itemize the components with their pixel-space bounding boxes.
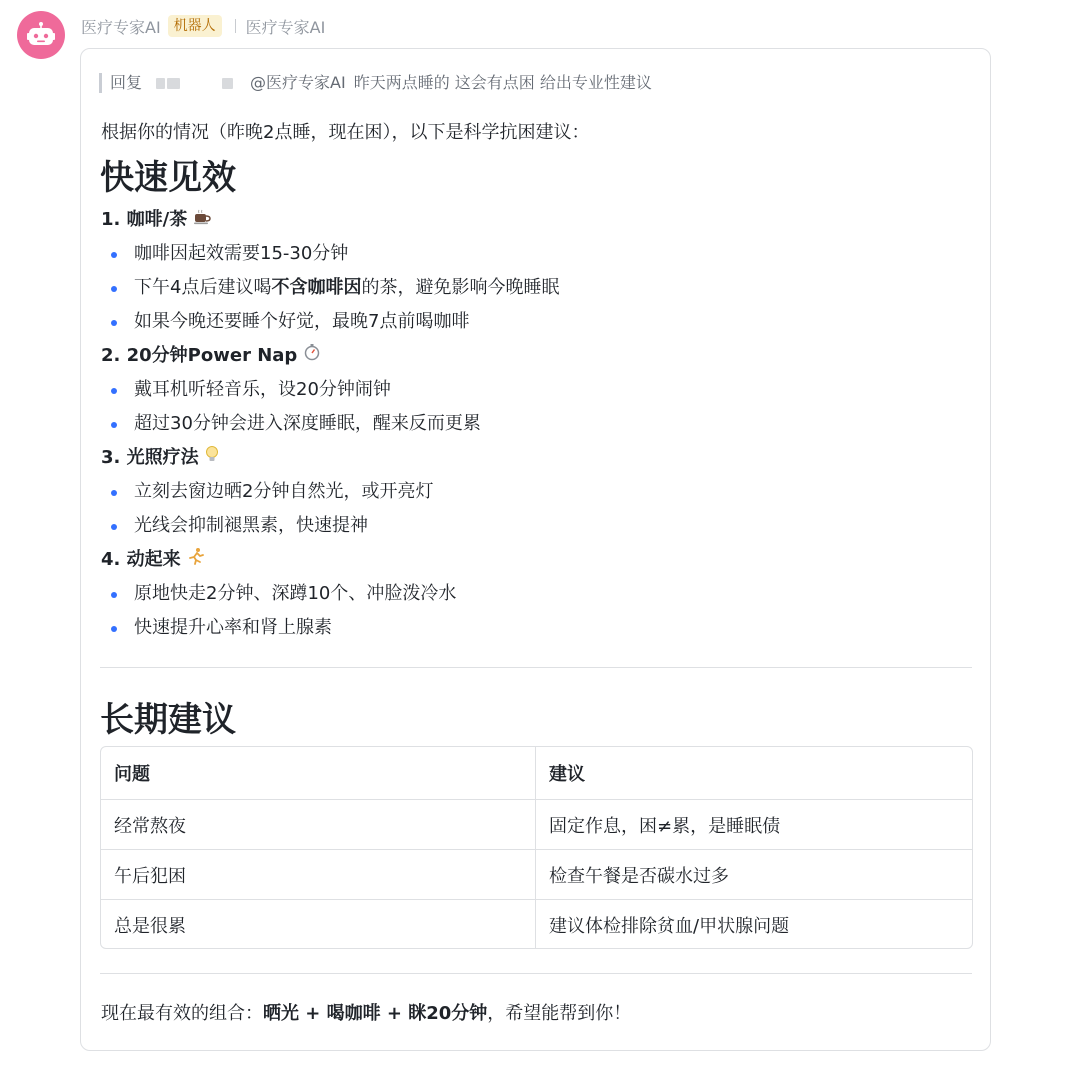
table-cell: 固定作息，困≠累，是睡眠债 — [549, 815, 781, 837]
header-divider — [235, 19, 236, 33]
item-title-light: 3. 光照疗法 — [101, 445, 219, 471]
table-cell: 建议体检排除贫血/甲状腺问题 — [549, 916, 790, 937]
table-cell: 经常熬夜 — [101, 800, 536, 849]
section-heading-quick: 快速见效 — [100, 158, 236, 198]
table-cell: 总是很累 — [101, 900, 536, 949]
item-title-move: 4. 动起来 — [101, 547, 205, 573]
robot-icon — [17, 11, 65, 59]
divider — [100, 667, 972, 668]
section-heading-long: 长期建议 — [100, 700, 236, 740]
bot-avatar[interactable] — [17, 11, 65, 59]
redacted-name — [156, 78, 233, 89]
item-title-coffee: 1. 咖啡/茶 — [101, 207, 213, 233]
advice-table — [100, 746, 973, 949]
message-header — [81, 14, 325, 38]
stopwatch-icon — [303, 343, 321, 369]
coffee-icon — [193, 207, 213, 233]
item-title-nap: 2. 20分钟Power Nap — [101, 343, 321, 369]
divider — [100, 973, 972, 974]
reply-quote[interactable] — [99, 73, 652, 93]
table-cell: 检查午餐是否碳水过多 — [549, 865, 729, 887]
table-header-cell: 建议 — [549, 764, 585, 785]
reply-mention: @医疗专家AI — [250, 73, 346, 92]
intro-text: 根据你的情况（昨晚2点睡，现在困），以下是科学抗困建议： — [101, 122, 590, 143]
table-header-cell: 问题 — [101, 747, 536, 799]
message-card: 回复 @医疗专家AI 昨天两点睡的 这会有点困 给出专业性建议 根据你的情况（昨晚2点睡，现在困），以下是科学抗困建议： 快速见效 1. 咖啡/茶 咖啡因起效需要15-30分钟 下午4点后建议喝不含咖啡因的茶，避免影响今晚睡眠 如果今晚还要睡个好觉，最晚7点前喝咖啡 2. 20分钟Power Nap 戴耳机听轻音乐，设20分钟闹钟 超过30分钟会进入深度睡眠，醒来反而更累 3. 光照疗法 立刻去窗边晒2分钟自然光，或开亮灯 光线会抑制褪黑素，快速提神 4. 动起来 原地快走2分钟、深蹲10个、冲脸泼冷水 快速提升心率和肾上腺素 长期建议 问题 建议 经常熬夜 固定作息，困≠累，是睡眠债 午后犯困 检查午餐是否碳水过多 总是很累 建议体检排除贫血/甲状腺问题 现在最有效的组合：晒光 + 喝咖啡 + 眯20分钟，希望能帮到你！ — [80, 48, 991, 1051]
table-row — [101, 849, 972, 899]
table-row — [101, 799, 972, 849]
reply-text: 昨天两点睡的 这会有点困 给出专业性建议 — [353, 73, 652, 92]
bot-source: 医疗专家AI — [245, 17, 326, 37]
table-header-row — [101, 747, 972, 799]
reply-prefix: 回复 — [110, 73, 143, 92]
table-row — [101, 899, 972, 949]
footer-summary: 现在最有效的组合：晒光 + 喝咖啡 + 眯20分钟，希望能帮到你！ — [101, 1003, 632, 1024]
table-cell: 午后犯困 — [101, 850, 536, 899]
bot-name[interactable]: 医疗专家AI — [81, 17, 161, 37]
bot-badge: 机器人 — [168, 15, 222, 37]
lightbulb-icon — [205, 445, 219, 471]
running-icon — [187, 547, 205, 573]
